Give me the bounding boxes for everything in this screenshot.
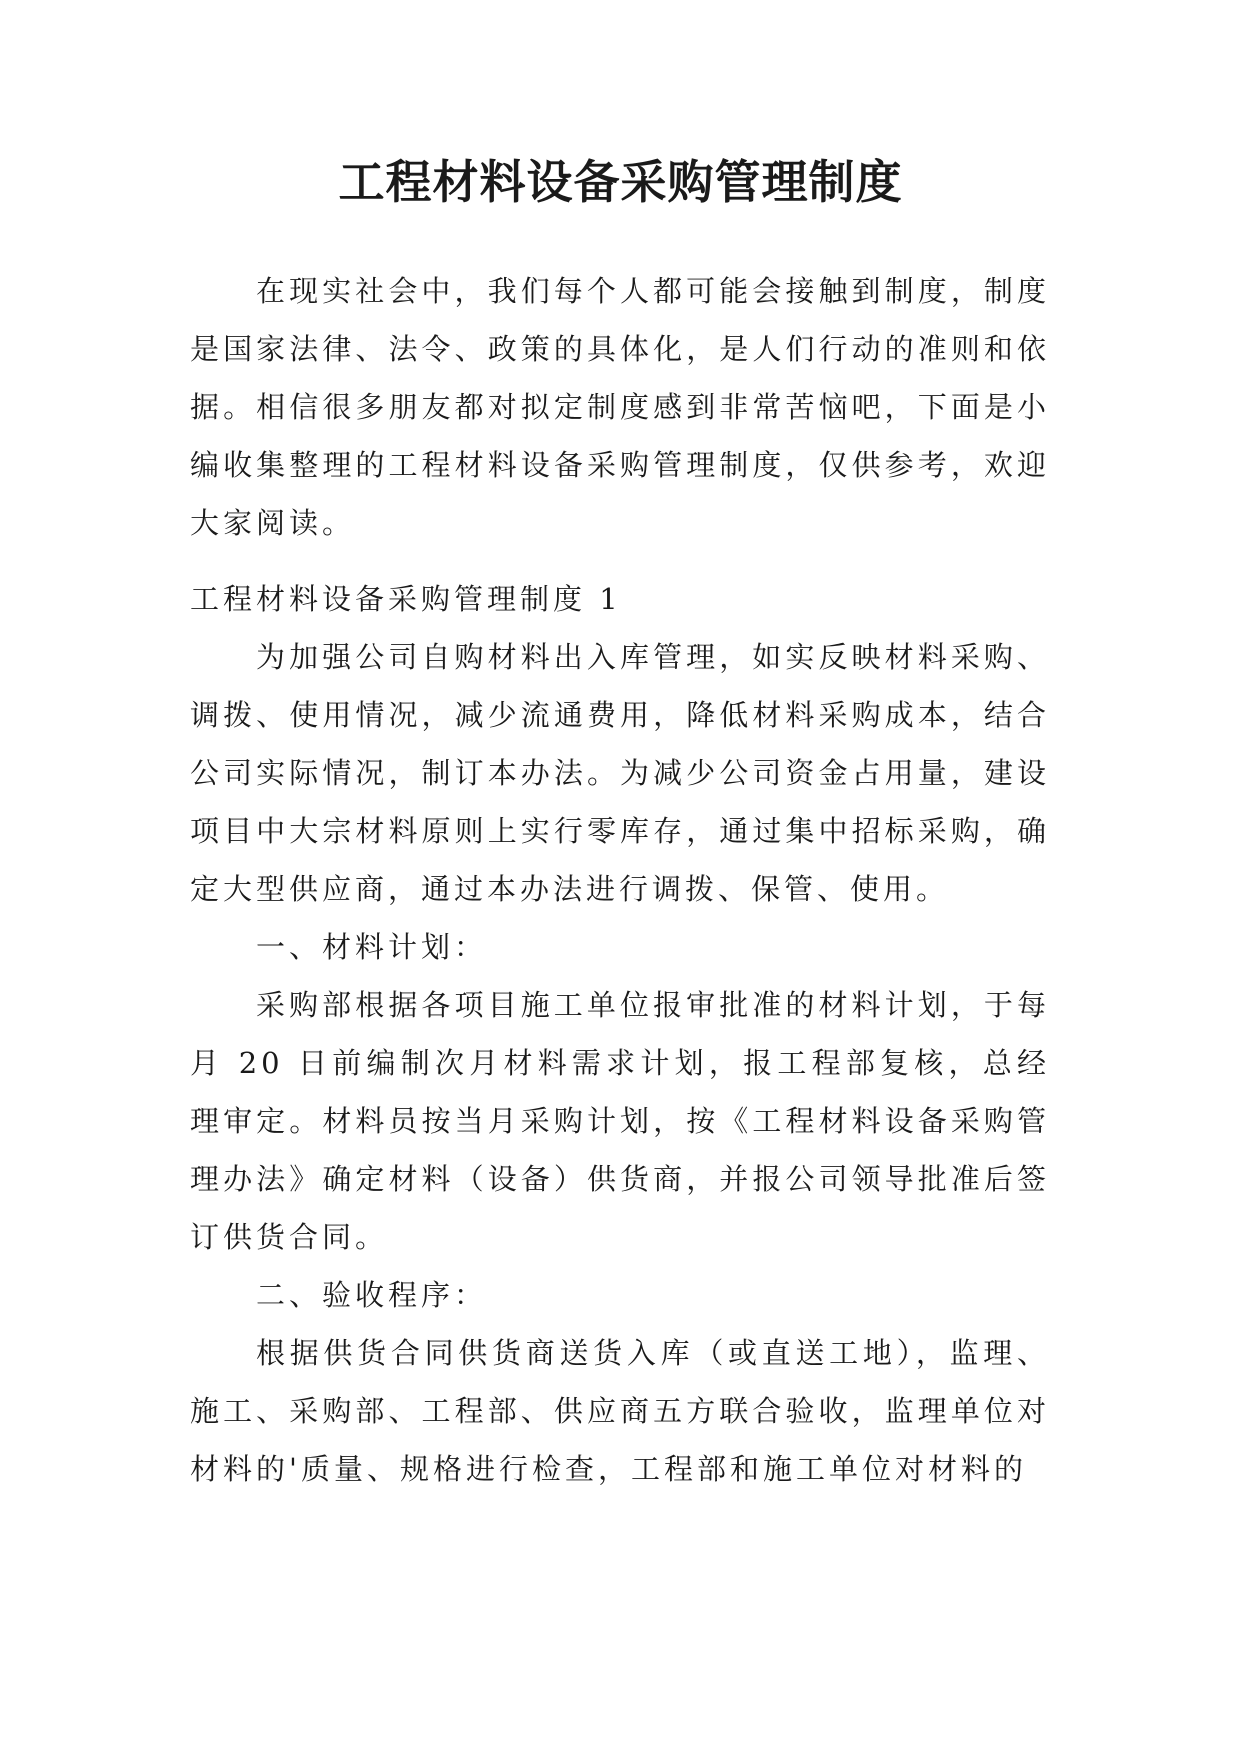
intro-block — [190, 262, 1050, 552]
paragraph-3: 根据供货合同供货商送货入库（或直送工地），监理、施工、采购部、工程部、供应商五方联合验收，监理单位对材料的'质量、规格进行检查，工程部和施工单位对材料的 — [190, 1336, 1050, 1486]
document-title: 工程材料设备采购管理制度 — [338, 155, 903, 209]
heading-acceptance-procedure: 二、验收程序： — [256, 1278, 488, 1312]
paragraph-2: 采购部根据各项目施工单位报审批准的材料计划，于每月 20 日前编制次月材料需求计划，报工程部复核，总经理审定。材料员按当月采购计划，按《工程材料设备采购管理办法》确定材料（设备）供货商，并报公司领导批准后签订供货合同。 — [190, 988, 1050, 1254]
section-block — [190, 570, 1050, 1498]
heading-material-plan: 一、材料计划： — [256, 930, 488, 964]
intro-paragraph: 在现实社会中，我们每个人都可能会接触到制度，制度是国家法律、法令、政策的具体化，是人们行动的准则和依据。相信很多朋友都对拟定制度感到非常苦恼吧，下面是小编收集整理的工程材料设备采购管理制度，仅供参考，欢迎大家阅读。 — [190, 274, 1050, 540]
paragraph-1: 为加强公司自购材料出入库管理，如实反映材料采购、调拨、使用情况，减少流通费用，降低材料采购成本，结合公司实际情况，制订本办法。为减少公司资金占用量，建设项目中大宗材料原则上实行零库存，通过集中招标采购，确定大型供应商，通过本办法进行调拨、保管、使用。 — [190, 640, 1050, 906]
section-title: 工程材料设备采购管理制度 1 — [190, 582, 622, 616]
